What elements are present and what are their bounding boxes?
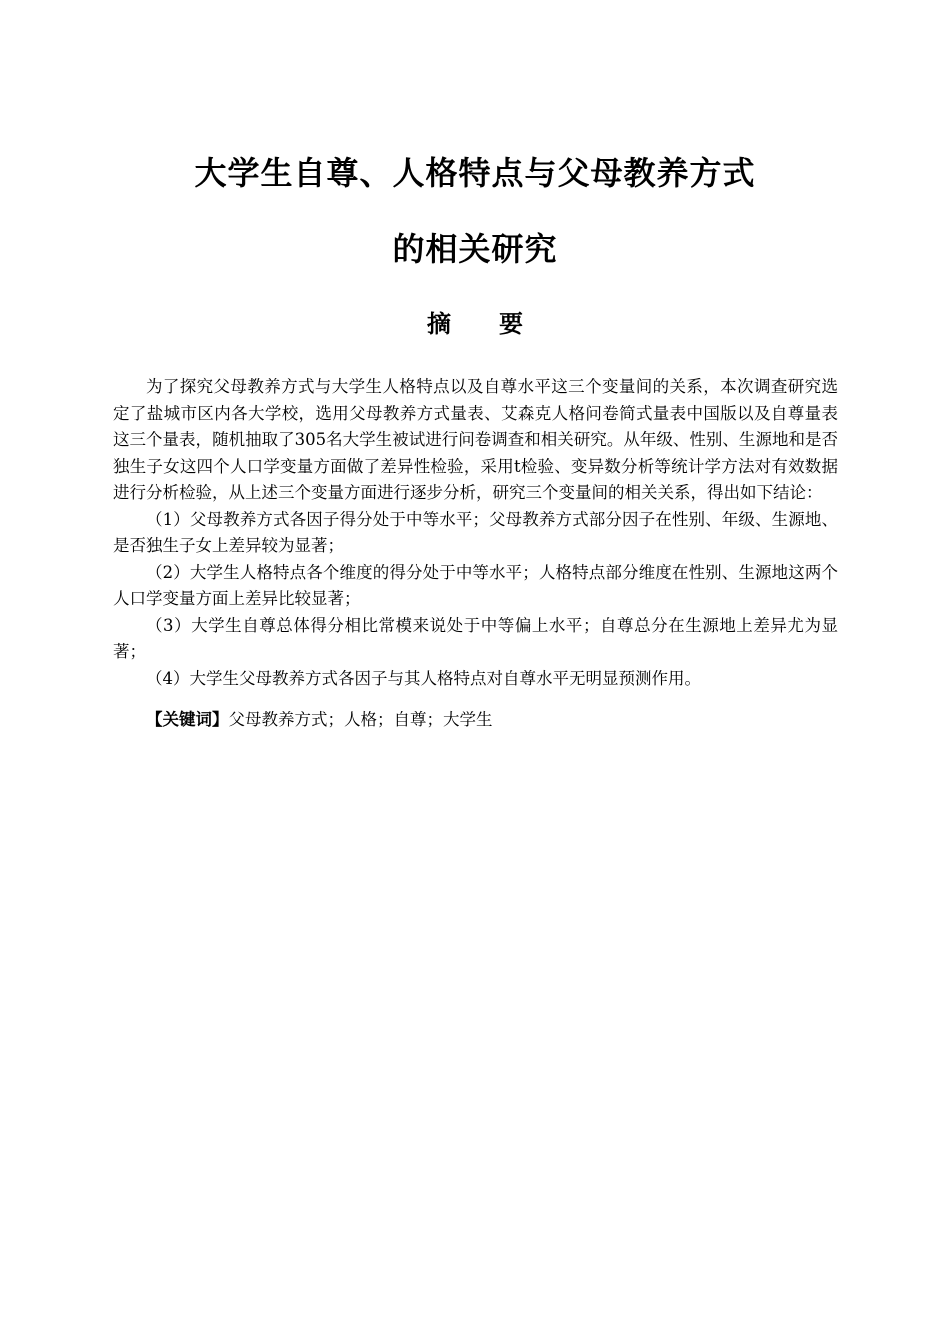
abstract-conclusion-3: （3）大学生自尊总体得分相比常模来说处于中等偏上水平；自尊总分在生源地上差异尤为显著； bbox=[113, 615, 838, 661]
abstract-paragraph-intro: 为了探究父母教养方式与大学生人格特点以及自尊水平这三个变量间的关系，本次调查研究选定了盐城市区内各大学校，选用父母教养方式量表、艾森克人格问卷简式量表中国版以及自尊量表这三个量表，随机抽取了305名大学生被试进行问卷调查和相关研究。从年级、性别、生源地和是否独生子女这四个人口学变量方面做了差异性检验，采用t检验、变异数分析等统计学方法对有效数据进行分析检验，从上述三个变量方面进行逐步分析，研究三个变量间的相关关系，得出如下结论： bbox=[113, 377, 838, 502]
keywords-text: 父母教养方式；人格；自尊；大学生 bbox=[228, 710, 493, 729]
abstract-conclusion-1: （1）父母教养方式各因子得分处于中等水平；父母教养方式部分因子在性别、年级、生源地、是否独生子女上差异较为显著； bbox=[113, 509, 838, 555]
abstract-body bbox=[113, 374, 838, 692]
keywords-line bbox=[113, 707, 838, 734]
abstract-conclusion-2: （2）大学生人格特点各个维度的得分处于中等水平；人格特点部分维度在性别、生源地这两个人口学变量方面上差异比较显著； bbox=[113, 562, 838, 608]
paper-title-line-1: 大学生自尊、人格特点与父母教养方式 bbox=[194, 154, 756, 192]
keywords-label: 【关键词】 bbox=[146, 710, 229, 729]
abstract-conclusion-4: （4）大学生父母教养方式各因子与其人格特点对自尊水平无明显预测作用。 bbox=[146, 668, 701, 688]
abstract-heading: 摘要 bbox=[427, 310, 571, 338]
paper-title-line-2: 的相关研究 bbox=[392, 230, 558, 268]
